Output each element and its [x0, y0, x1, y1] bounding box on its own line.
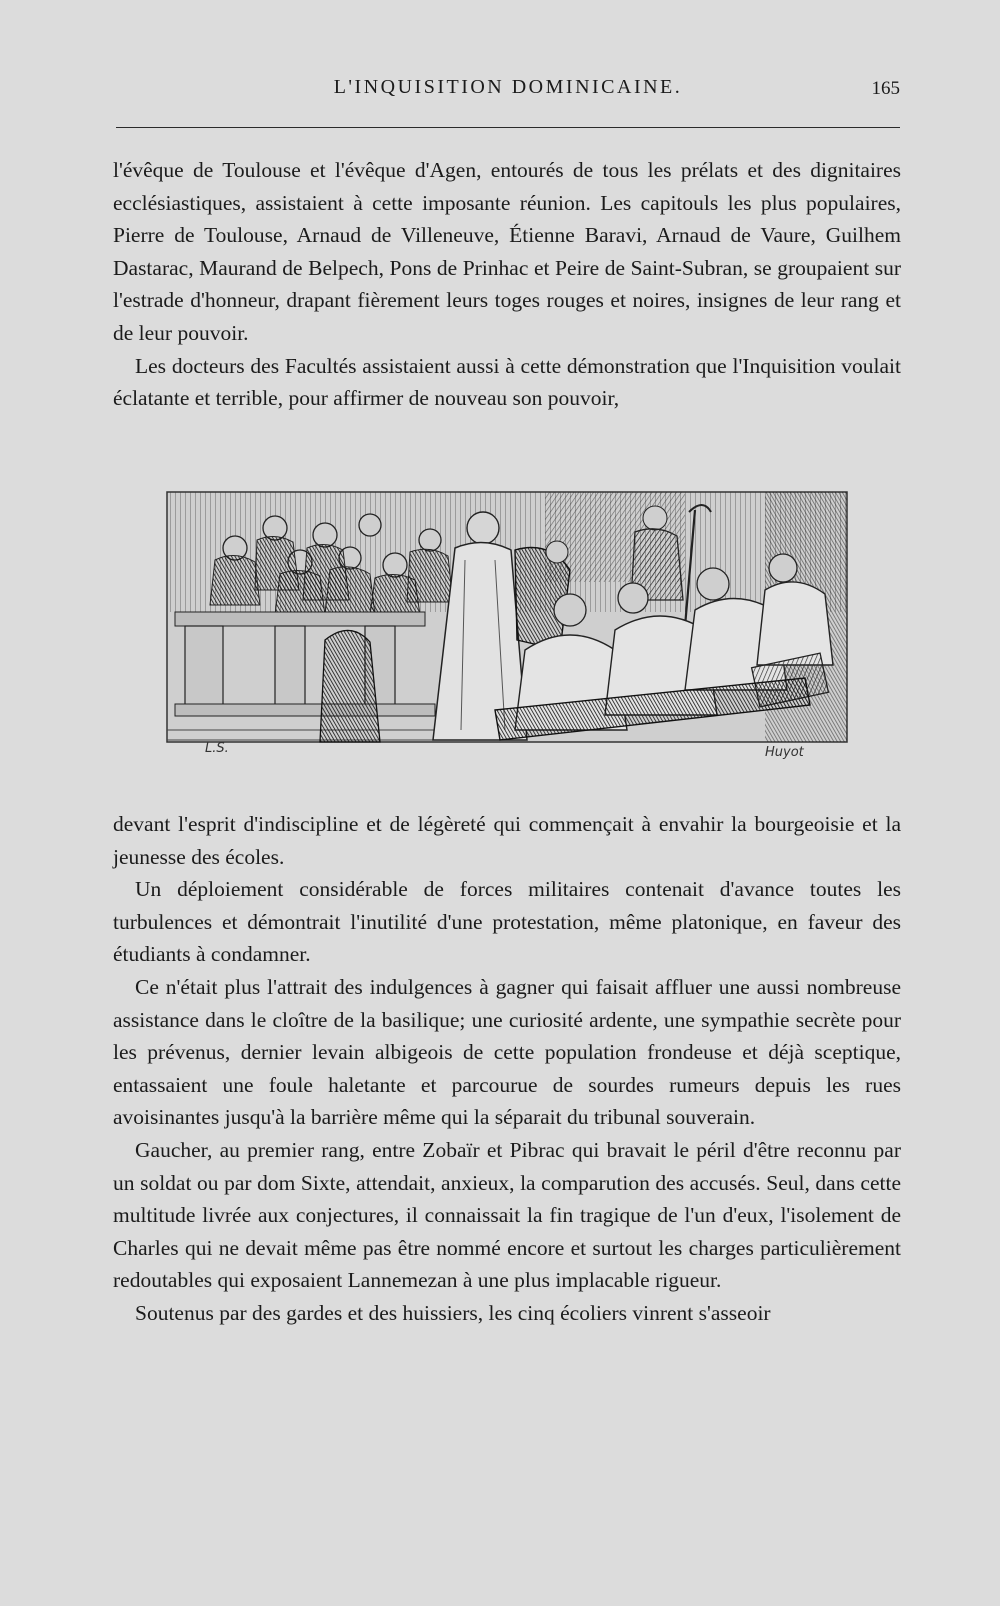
paragraph: Gaucher, au premier rang, entre Zobaïr et Pibrac qui bravait le péril d'être reconnu par un soldat ou par dom Sixte, attendait, anxieux, la comparution des accusés. Seul, dans cette multitude livrée aux conjectures, il connaissait la fin tragique de l'un d'eux, l'isolement de Charles qui ne devait même pas être nommé encore et surtout les charges particulièrement redoutables qui exposaient Lannemezan à une plus implacable rigueur. — [113, 1137, 901, 1293]
artist-signature-left: L.S. — [205, 741, 229, 756]
paragraph: Un déploiement considérable de forces militaires contenait d'avance toutes les turbulences et démontrait l'inutilité d'une protestation, même platonique, en faveur des étudiants à condamner. — [113, 877, 901, 967]
paragraph: devant l'esprit d'indiscipline et de légèreté qui commençait à envahir la bourgeoisie et la jeunesse des écoles. — [113, 812, 901, 869]
paragraph: Soutenus par des gardes et des huissiers, les cinq écoliers vinrent s'asseoir — [135, 1300, 771, 1325]
header-rule — [116, 127, 900, 128]
paragraph: l'évêque de Toulouse et l'évêque d'Agen, entourés de tous les prélats et des dignitaires ecclésiastiques, assistaient à cette imposante réunion. Les capitouls les plus populaires, Pierre de Toulouse, Arnaud de Villeneuve, Étienne Baravi, Arnaud de Vaure, Guilhem Dastarac, Maurand de Belpech, Pons de Prinhac et Peire de Saint-Subran, se groupaient sur l'estrade d'honneur, drapant fièrement leurs toges rouges et noires, insignes de leur rang et de leur pouvoir. — [113, 158, 901, 345]
artist-signature-right: Huyot — [765, 745, 804, 760]
running-title: L'INQUISITION DOMINICAINE. — [333, 76, 683, 98]
page-number: 165 — [871, 78, 900, 99]
engraving-tribunal-illustration — [165, 490, 851, 780]
paragraph: Les docteurs des Facultés assistaient aussi à cette démonstration que l'Inquisition voulait éclatante et terrible, pour affirmer de nouveau son pouvoir, — [113, 353, 901, 411]
text-after-figure — [113, 808, 901, 1330]
text-before-figure — [113, 154, 901, 415]
running-header — [116, 76, 900, 112]
engraving-artwork — [165, 490, 851, 780]
paragraph: Ce n'était plus l'attrait des indulgences à gagner qui faisait affluer une aussi nombreuse assistance dans le cloître de la basilique; une curiosité ardente, une sympathie secrète pour les prévenus, dernier levain albigeois de cette population frondeuse et déjà sceptique, entassaient une foule haletante et parcourue de sourdes rumeurs depuis les rues avoisinantes jusqu'à la barrière même qui la séparait du tribunal souverain. — [113, 974, 901, 1130]
